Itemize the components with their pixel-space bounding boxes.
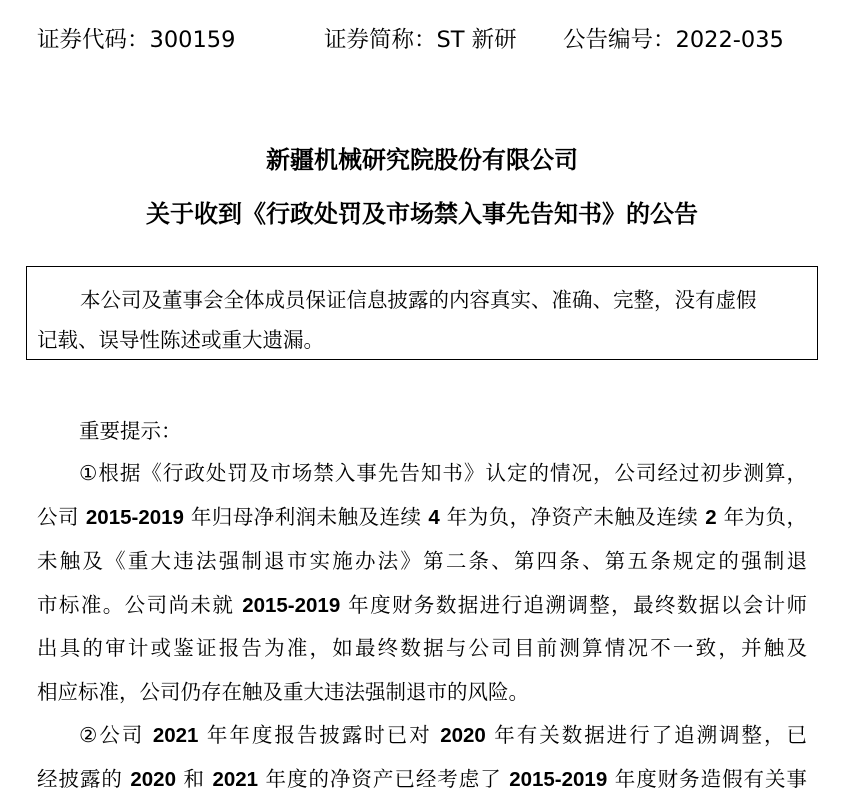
paragraph-line: ②公司 2021 年年度报告披露时已对 2020 年有关数据进行了追溯调整，已 xyxy=(79,723,807,747)
document-title: 关于收到《行政处罚及市场禁入事先告知书》的公告 xyxy=(146,200,698,228)
paragraph-line: ①根据《行政处罚及市场禁入事先告知书》认定的情况，公司经过初步测算， xyxy=(79,461,807,485)
notice-heading: 重要提示： xyxy=(79,419,182,443)
stock-code: 证券代码：300159 xyxy=(37,27,236,53)
document-header xyxy=(0,22,844,56)
paragraph-line: 经披露的 2020 和 2021 年度的净资产已经考虑了 2015-2019 年度财务造假有关事 xyxy=(37,767,807,791)
announcement-number: 公告编号：2022-035 xyxy=(563,27,784,53)
stock-short-name: 证券简称：ST 新研 xyxy=(324,27,517,53)
paragraph-line: 公司 2015-2019 年归母净利润未触及连续 4 年为负，净资产未触及连续 2 年为负， xyxy=(37,505,807,529)
statement-line: 记载、误导性陈述或重大遗漏。 xyxy=(37,328,324,352)
paragraph-line: 相应标准，公司仍存在触及重大违法强制退市的风险。 xyxy=(37,680,529,704)
paragraph-line: 出具的审计或鉴证报告为准，如最终数据与公司目前测算情况不一致，并触及 xyxy=(37,636,807,660)
paragraph-line: 市标准。公司尚未就 2015-2019 年度财务数据进行追溯调整，最终数据以会计师 xyxy=(37,593,807,617)
paragraph-line: 未触及《重大违法强制退市实施办法》第二条、第四条、第五条规定的强制退 xyxy=(37,549,807,573)
disclosure-statement-box xyxy=(26,266,818,360)
company-name: 新疆机械研究院股份有限公司 xyxy=(266,146,578,174)
statement-line: 本公司及董事会全体成员保证信息披露的内容真实、准确、完整，没有虚假 xyxy=(80,288,757,312)
